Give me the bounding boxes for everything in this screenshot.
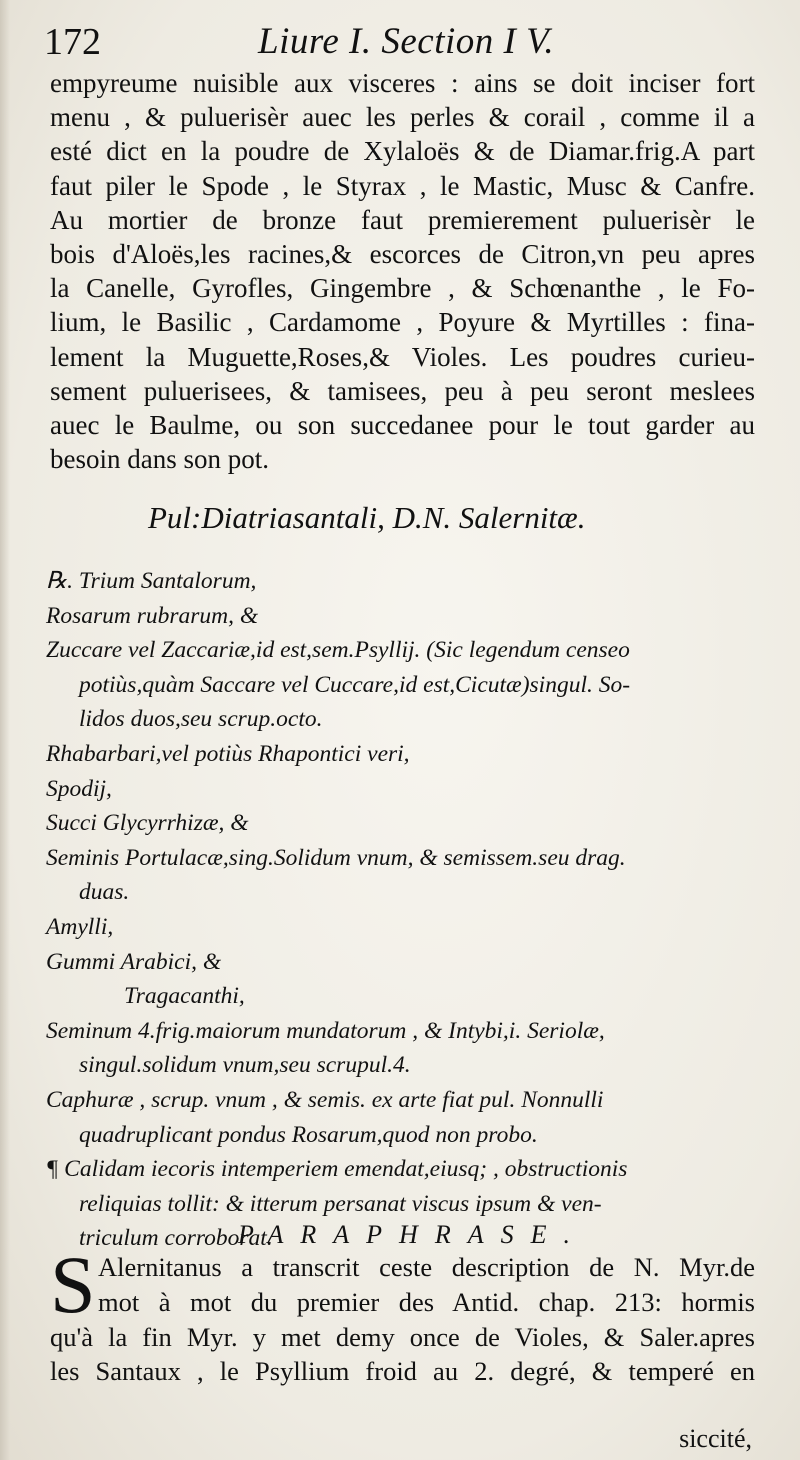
text-line: lium, le Basilic , Cardamome , Poyure & Myrtilles : fina-	[50, 307, 755, 338]
text-line: empyreume nuisible aux visceres : ains se doit inciser fort	[50, 68, 755, 98]
paraphrase-paragraph	[50, 1239, 755, 1389]
recipe-line: Seminum 4.frig.maiorum mundatorum , & Intybi,i. Seriolæ,	[46, 1017, 605, 1044]
recipe-line: Spodij,	[46, 775, 112, 802]
text-line: mot à mot du premier des Antid. chap. 213: hormis	[98, 1286, 755, 1317]
recipe-line: duas.	[79, 879, 130, 906]
recipe-line: Succi Glycyrrhizæ, &	[46, 810, 249, 837]
text-line: Au mortier de bronze faut premierement puluerisèr le	[50, 204, 755, 235]
text-line: qu'à la fin Myr. y met demy once de Violes, & Saler.apres	[50, 1321, 755, 1352]
text-line: sement puluerisees, & tamisees, peu à peu seront meslees	[50, 375, 755, 406]
text-line: faut piler le Spode , le Styrax , le Mastic, Musc & Canfre.	[50, 170, 755, 201]
recipe-line: ¶ Calidam iecoris intemperiem emendat,eiusq; , obstructionis	[46, 1156, 628, 1183]
recipe-line: Gummi Arabici, &	[46, 948, 222, 975]
drop-cap-initial: S	[50, 1239, 96, 1330]
recipe-line: Rhabarbari,vel potiùs Rhapontici veri,	[46, 740, 410, 767]
page-number: 172	[44, 21, 101, 63]
text-line: besoin dans son pot.	[50, 444, 269, 475]
text-line: auec le Baulme, ou son succedanee pour le tout garder au	[50, 410, 755, 441]
running-head: Liure I. Section I V.	[258, 21, 555, 62]
text-line: les Santaux , le Psyllium froid au 2. degré, & temperé en	[50, 1356, 755, 1387]
recipe-line: reliquias tollit: & itterum persanat viscus ipsum & ven-	[79, 1190, 602, 1217]
recipe-line: Seminis Portulacæ,sing.Solidum vnum, & semissem.seu drag.	[46, 844, 626, 871]
text-line: Alernitanus a transcrit ceste description de N. Myr.de	[98, 1252, 755, 1282]
recipe-line: Rosarum rubrarum, &	[46, 602, 259, 629]
text-line: esté dict en la poudre de Xylaloës & de Diamar.frig.A part	[50, 136, 755, 167]
recipe-line: lidos duos,seu scrup.octo.	[79, 706, 323, 733]
recipe-line: Tragacanthi,	[124, 983, 245, 1010]
recipe-line: Caphuræ , scrup. vnum , & semis. ex arte fiat pul. Nonnulli	[46, 1086, 604, 1113]
recipe-line: singul.solidum vnum,seu scrupul.4.	[79, 1052, 411, 1079]
text-line: lement la Muguette,Roses,& Violes. Les poudres curieu-	[50, 341, 755, 372]
text-line: bois d'Aloës,les racines,& escorces de Citron,vn peu apres	[50, 239, 755, 270]
catchword: siccité,	[679, 1424, 752, 1453]
body-paragraph	[50, 66, 755, 476]
recipe-line: Zuccare vel Zaccariæ,id est,sem.Psyllij. (Sic legendum censeo	[46, 637, 630, 664]
recipe-line: quadruplicant pondus Rosarum,quod non probo.	[79, 1121, 538, 1148]
page-header	[44, 14, 764, 64]
recipe-line: potiùs,quàm Saccare vel Cuccare,id est,Cicutæ)singul. So-	[79, 671, 631, 698]
recipe-line: triculum corroborat.	[79, 1225, 273, 1252]
recipe-line: Amylli,	[46, 913, 114, 940]
recipe-title: Pul:Diatriasantali, D.N. Salernitæ.	[148, 500, 586, 535]
text-line: la Canelle, Gyrofles, Gingembre , & Schœnanthe , le Fo-	[50, 273, 755, 304]
recipe-line: ℞. Trium Santalorum,	[46, 568, 257, 594]
recipe-list	[46, 564, 758, 1256]
page-gutter-shadow	[0, 0, 10, 1460]
text-line: menu , & puluerisèr auec les perles & corail , comme il a	[50, 102, 755, 133]
paraphrase-heading: PARAPHRASE.	[238, 1220, 587, 1249]
